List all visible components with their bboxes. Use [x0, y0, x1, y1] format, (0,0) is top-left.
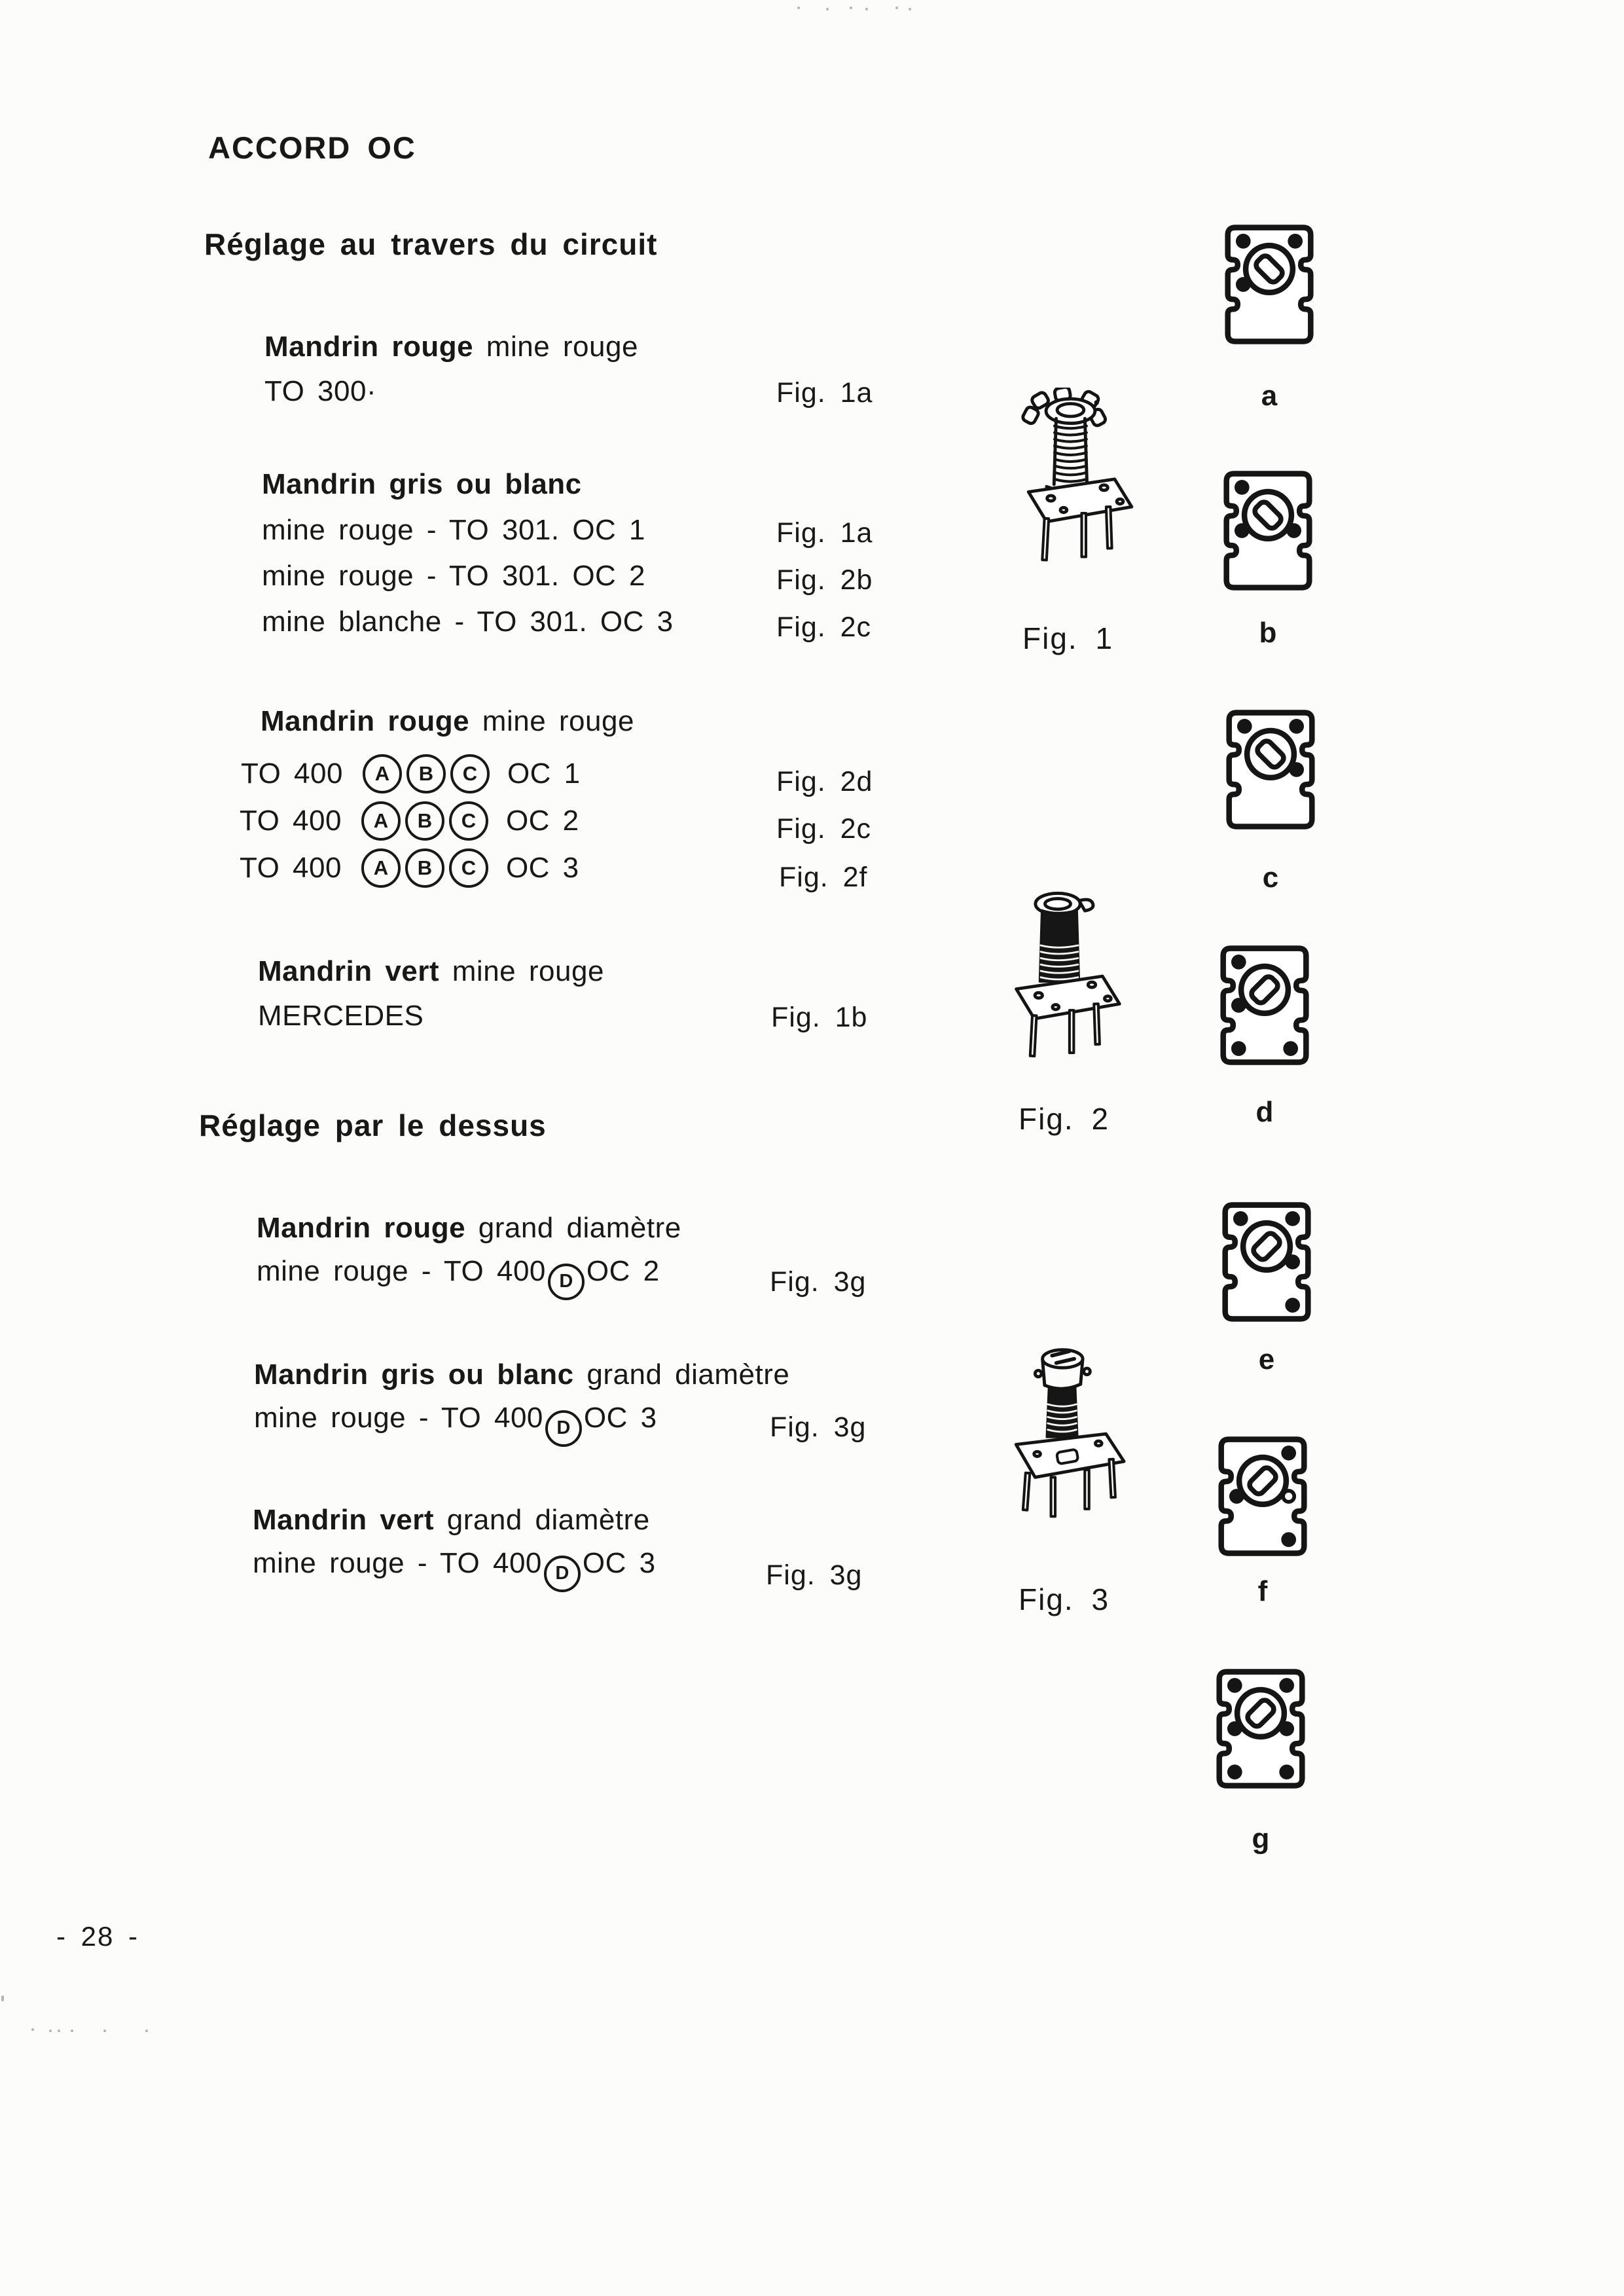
group1-row1-fig-ref: Fig. 1a: [776, 377, 873, 409]
circled-letter-c: C: [450, 754, 490, 793]
group6-title: [254, 1359, 789, 1391]
group5-title-rest: grand diamètre: [478, 1212, 681, 1244]
figure-3-drawing: [1000, 1341, 1132, 1542]
trimmer-top-view-e: [1220, 1200, 1313, 1324]
group2-title-bold: Mandrin gris ou blanc: [262, 468, 582, 500]
diagram-c-letter: c: [1262, 862, 1279, 894]
group1-title-bold: Mandrin rouge: [264, 331, 474, 363]
group6-row1-label: [254, 1402, 657, 1447]
group4-row1-label: MERCEDES: [258, 1000, 424, 1032]
group2-row2-fig-ref: Fig. 2b: [776, 564, 873, 596]
group7-title-bold: Mandrin vert: [253, 1504, 435, 1536]
group2-row3-label: mine blanche - TO 301. OC 3: [262, 606, 674, 638]
trimmer-top-view-f: [1216, 1434, 1309, 1558]
group6-title-rest: grand diamètre: [586, 1358, 790, 1391]
group5-row1-label: [257, 1256, 660, 1300]
to400-label: TO 400: [240, 804, 342, 837]
diagram-d-letter: d: [1255, 1096, 1274, 1128]
circled-letter-d: D: [545, 1410, 582, 1447]
trimmer-top-view-b: [1221, 469, 1314, 592]
group7-row1-label: [253, 1548, 656, 1592]
to400-label: TO 400: [240, 851, 342, 884]
group3-title-rest: mine rouge: [482, 705, 634, 737]
group4-row1-fig-ref: Fig. 1b: [771, 1002, 868, 1033]
group2-row2-label: mine rouge - TO 301. OC 2: [262, 560, 646, 592]
group3-row2: [240, 801, 579, 841]
circled-letter-a: A: [361, 848, 401, 888]
group2-row1-fig-ref: Fig. 1a: [776, 517, 873, 549]
group5-row1-fig-ref: Fig. 3g: [770, 1266, 867, 1298]
circled-letter-b: B: [406, 754, 446, 793]
group3-title: [261, 706, 634, 737]
group1-row1-label: TO 300·: [264, 375, 377, 407]
group3-row1-oc: OC 1: [507, 757, 581, 790]
group2-row3-fig-ref: Fig. 2c: [776, 611, 872, 643]
circled-letter-c: C: [449, 848, 488, 888]
to400-label: TO 400: [241, 757, 343, 790]
group6-row1-fig-ref: Fig. 3g: [770, 1412, 867, 1443]
trimmer-top-view-d: [1218, 943, 1311, 1067]
group4-title-bold: Mandrin vert: [258, 955, 440, 987]
section2-heading: Réglage par le dessus: [199, 1108, 547, 1142]
group7-row1-oc: OC 3: [582, 1547, 656, 1579]
circled-letter-a: A: [363, 754, 402, 793]
group3-row1: [241, 754, 581, 793]
figure-1-caption: Fig. 1: [1022, 621, 1114, 655]
group5-title: [257, 1212, 681, 1244]
figure-3-caption: Fig. 3: [1019, 1582, 1110, 1616]
figure-2-drawing: [998, 883, 1126, 1085]
group5-row1-oc: OC 2: [586, 1255, 660, 1287]
figure-2-caption: Fig. 2: [1019, 1102, 1110, 1136]
group6-row1-pre: mine rouge - TO 400: [254, 1402, 543, 1434]
circled-letter-b: B: [405, 801, 444, 841]
trimmer-top-view-g: [1214, 1667, 1307, 1791]
group4-title: [258, 956, 604, 987]
group6-title-bold: Mandrin gris ou blanc: [254, 1358, 574, 1391]
page-number: - 28 -: [56, 1921, 139, 1952]
figure-1-drawing: [1009, 388, 1137, 590]
group3-row3: [240, 848, 579, 888]
group5-row1-pre: mine rouge - TO 400: [257, 1255, 546, 1287]
group3-title-bold: Mandrin rouge: [261, 705, 470, 737]
section1-heading: Réglage au travers du circuit: [204, 227, 658, 261]
group7-title: [253, 1504, 650, 1536]
group3-row2-oc: OC 2: [505, 804, 579, 837]
group1-title-rest: mine rouge: [486, 331, 638, 363]
group1-title: [264, 331, 638, 363]
group6-row1-oc: OC 3: [583, 1402, 657, 1434]
group3-row2-fig-ref: Fig. 2c: [776, 813, 872, 845]
group2-row1-label: mine rouge - TO 301. OC 1: [262, 514, 646, 546]
group7-title-rest: grand diamètre: [446, 1504, 650, 1536]
diagram-a-letter: a: [1261, 380, 1278, 412]
diagram-e-letter: e: [1258, 1343, 1275, 1376]
trimmer-top-view-a: [1223, 223, 1316, 346]
page-title: ACCORD OC: [208, 130, 416, 165]
group4-title-rest: mine rouge: [452, 955, 604, 987]
circled-letter-b: B: [405, 848, 444, 888]
group7-row1-pre: mine rouge - TO 400: [253, 1547, 542, 1579]
circled-letter-d: D: [548, 1264, 585, 1300]
circled-letter-a: A: [361, 801, 401, 841]
trimmer-top-view-c: [1224, 708, 1317, 831]
circled-letter-c: C: [449, 801, 488, 841]
circled-letter-d: D: [544, 1556, 581, 1592]
group3-row1-fig-ref: Fig. 2d: [776, 766, 873, 797]
diagram-f-letter: f: [1257, 1575, 1268, 1607]
diagram-b-letter: b: [1259, 617, 1277, 649]
group3-row3-fig-ref: Fig. 2f: [779, 862, 868, 893]
group7-row1-fig-ref: Fig. 3g: [766, 1559, 863, 1591]
group2-title: [262, 469, 582, 500]
diagram-g-letter: g: [1252, 1823, 1270, 1855]
group3-row3-oc: OC 3: [505, 851, 579, 884]
group5-title-bold: Mandrin rouge: [257, 1212, 466, 1244]
